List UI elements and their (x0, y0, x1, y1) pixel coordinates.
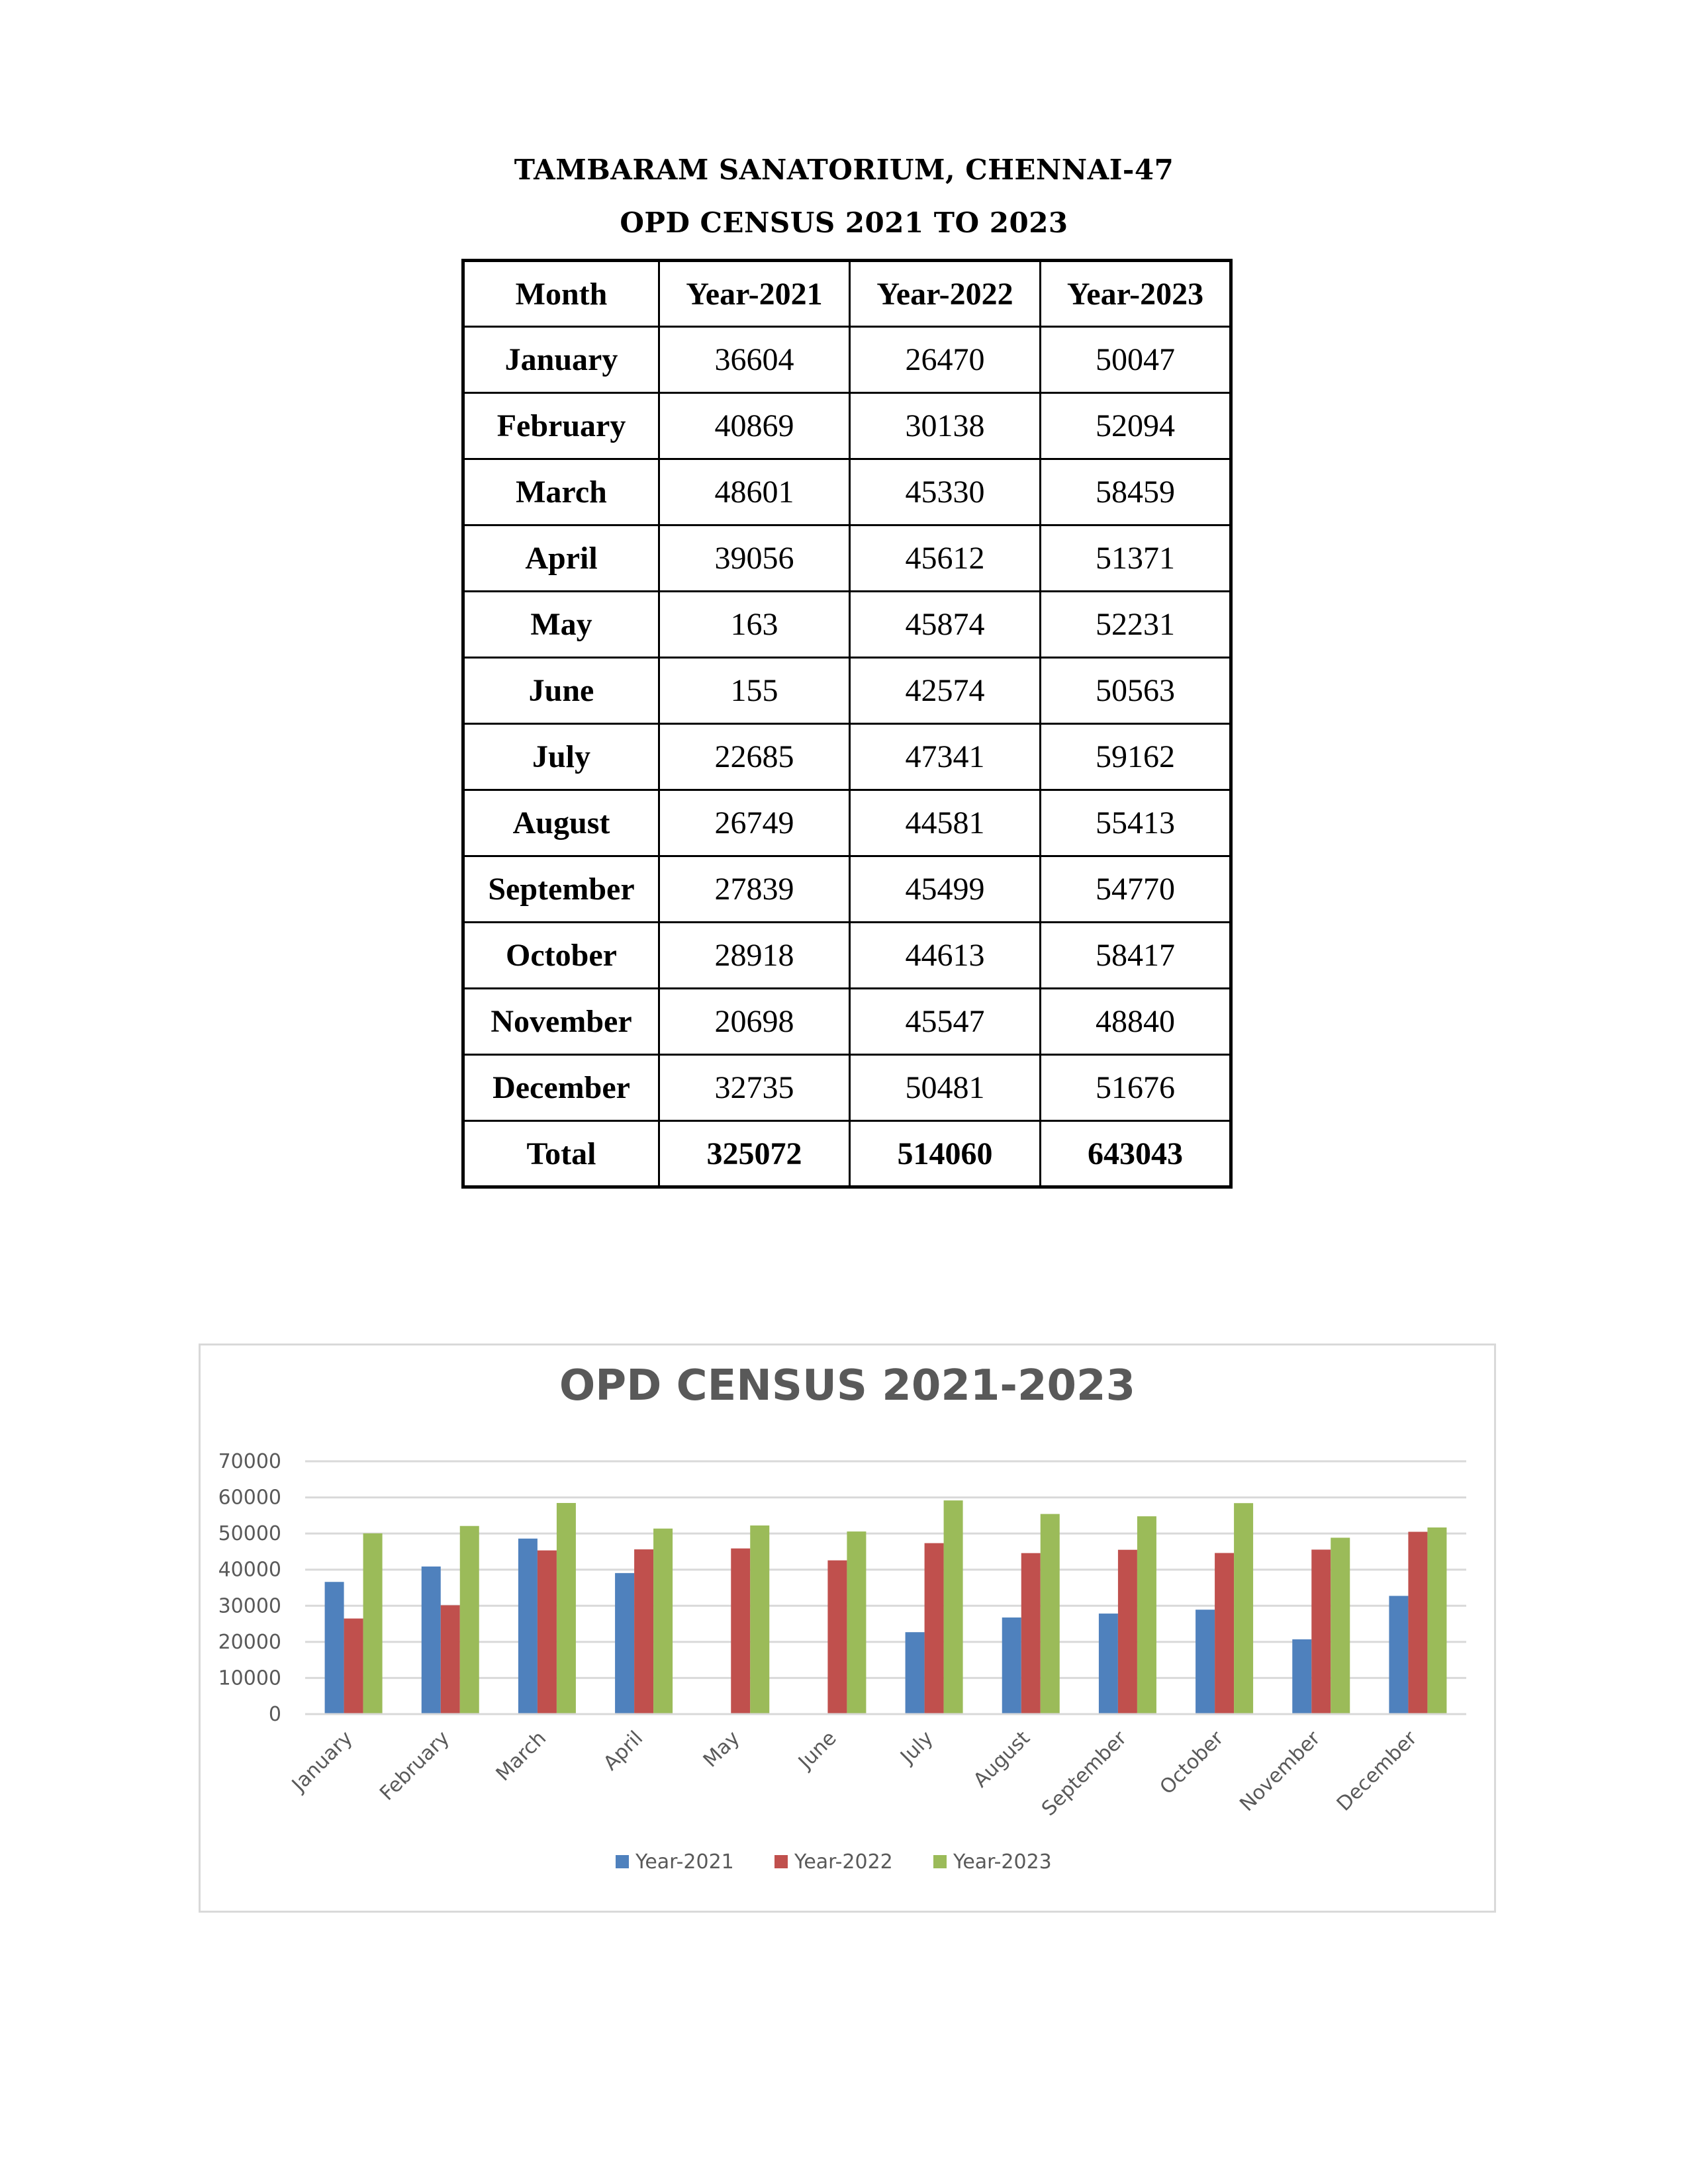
cell-2022: 50481 (850, 1055, 1041, 1121)
cell-2021: 26749 (659, 790, 850, 856)
table-row (463, 1055, 1231, 1121)
bar-year-2023 (460, 1526, 479, 1714)
cell-2022: 45612 (850, 525, 1041, 592)
x-tick-label: March (491, 1726, 551, 1786)
bar-year-2023 (653, 1529, 673, 1714)
cell-2022: 47341 (850, 724, 1041, 790)
cell-2023: 54770 (1041, 856, 1231, 923)
x-tick-label: June (794, 1726, 841, 1774)
y-tick-label: 0 (268, 1703, 281, 1726)
bar-year-2021 (906, 1632, 925, 1714)
cell-2023: 52231 (1041, 592, 1231, 658)
cell-2021: 32735 (659, 1055, 850, 1121)
bar-year-2022 (1021, 1553, 1041, 1714)
cell-month: February (463, 393, 659, 459)
header-year-2021: Year-2021 (659, 261, 850, 327)
table-row (463, 856, 1231, 923)
bar-year-2022 (441, 1606, 460, 1714)
total-2023: 643043 (1041, 1121, 1231, 1187)
cell-month: July (463, 724, 659, 790)
cell-month: June (463, 658, 659, 724)
y-tick-label: 20000 (218, 1630, 281, 1654)
bar-year-2023 (750, 1525, 769, 1714)
legend-label: Year-2022 (794, 1850, 893, 1874)
x-tick-label: July (896, 1726, 938, 1768)
cell-2023: 58459 (1041, 459, 1231, 525)
table-row (463, 923, 1231, 989)
table-row (463, 393, 1231, 459)
y-tick-label: 60000 (218, 1486, 281, 1510)
cell-2023: 55413 (1041, 790, 1231, 856)
bar-year-2023 (1041, 1514, 1060, 1714)
total-label: Total (463, 1121, 659, 1187)
bar-year-2022 (925, 1543, 944, 1714)
chart-title: OPD CENSUS 2021-2023 (559, 1361, 1136, 1410)
cell-2021: 163 (659, 592, 850, 658)
legend-label: Year-2023 (953, 1850, 1052, 1874)
cell-2022: 30138 (850, 393, 1041, 459)
cell-month: May (463, 592, 659, 658)
cell-month: August (463, 790, 659, 856)
cell-2023: 51371 (1041, 525, 1231, 592)
cell-2021: 40869 (659, 393, 850, 459)
table-total-row (463, 1121, 1231, 1187)
cell-2022: 44581 (850, 790, 1041, 856)
bar-year-2021 (1002, 1617, 1021, 1714)
total-2022: 514060 (850, 1121, 1041, 1187)
cell-2021: 20698 (659, 989, 850, 1055)
x-tick-label: October (1155, 1726, 1229, 1799)
cell-month: September (463, 856, 659, 923)
cell-2021: 39056 (659, 525, 850, 592)
bar-year-2023 (1427, 1527, 1446, 1714)
x-tick-label: December (1332, 1726, 1422, 1816)
bar-year-2023 (1234, 1503, 1253, 1714)
x-tick-label: May (698, 1726, 745, 1772)
table-row (463, 327, 1231, 393)
header-year-2022: Year-2022 (850, 261, 1041, 327)
bar-year-2021 (1099, 1614, 1118, 1714)
cell-2023: 48840 (1041, 989, 1231, 1055)
bar-year-2021 (325, 1582, 344, 1714)
legend-swatch (774, 1855, 788, 1868)
total-2021: 325072 (659, 1121, 850, 1187)
cell-month: December (463, 1055, 659, 1121)
x-tick-label: September (1037, 1726, 1132, 1821)
table-row (463, 592, 1231, 658)
cell-month: January (463, 327, 659, 393)
bar-year-2023 (944, 1500, 963, 1714)
cell-2023: 59162 (1041, 724, 1231, 790)
census-table (461, 259, 1233, 1189)
cell-month: November (463, 989, 659, 1055)
cell-2022: 45499 (850, 856, 1041, 923)
bar-chart (201, 1345, 1494, 1911)
x-tick-label: February (375, 1726, 454, 1805)
x-tick-label: April (598, 1726, 648, 1776)
cell-2022: 45330 (850, 459, 1041, 525)
bar-year-2022 (538, 1551, 557, 1714)
y-tick-label: 50000 (218, 1522, 281, 1546)
cell-2023: 51676 (1041, 1055, 1231, 1121)
cell-2023: 52094 (1041, 393, 1231, 459)
cell-month: April (463, 525, 659, 592)
bar-year-2021 (1292, 1639, 1311, 1714)
bar-year-2021 (518, 1539, 538, 1714)
bar-year-2022 (827, 1561, 847, 1714)
x-tick-label: January (287, 1726, 357, 1797)
bar-year-2023 (363, 1533, 383, 1714)
x-tick-label: August (968, 1726, 1035, 1792)
document-title: TAMBARAM SANATORIUM, CHENNAI-47 (514, 154, 1174, 186)
cell-2022: 26470 (850, 327, 1041, 393)
bar-year-2023 (847, 1531, 866, 1714)
table-row (463, 459, 1231, 525)
cell-2021: 27839 (659, 856, 850, 923)
header-month: Month (463, 261, 659, 327)
bar-year-2021 (1196, 1610, 1215, 1714)
cell-2023: 50047 (1041, 327, 1231, 393)
cell-2021: 155 (659, 658, 850, 724)
cell-month: October (463, 923, 659, 989)
y-tick-label: 30000 (218, 1594, 281, 1618)
cell-2022: 45547 (850, 989, 1041, 1055)
header-year-2023: Year-2023 (1041, 261, 1231, 327)
cell-2022: 44613 (850, 923, 1041, 989)
table-row (463, 989, 1231, 1055)
bar-year-2023 (1137, 1516, 1156, 1714)
y-tick-label: 70000 (218, 1450, 281, 1473)
cell-2022: 45874 (850, 592, 1041, 658)
bar-year-2021 (1389, 1596, 1408, 1714)
legend-swatch (933, 1855, 947, 1868)
bar-year-2022 (1118, 1550, 1137, 1714)
bar-year-2023 (1331, 1537, 1350, 1714)
cell-month: March (463, 459, 659, 525)
bar-year-2022 (731, 1549, 750, 1714)
cell-2023: 50563 (1041, 658, 1231, 724)
bar-year-2022 (1408, 1532, 1427, 1714)
table-row (463, 525, 1231, 592)
bar-year-2022 (1311, 1549, 1331, 1714)
table-row (463, 658, 1231, 724)
x-tick-label: November (1235, 1726, 1325, 1817)
bar-year-2022 (1215, 1553, 1234, 1714)
y-tick-label: 10000 (218, 1666, 281, 1690)
cell-2023: 58417 (1041, 923, 1231, 989)
table-header-row (463, 261, 1231, 327)
bar-year-2022 (634, 1549, 653, 1714)
cell-2021: 48601 (659, 459, 850, 525)
y-tick-label: 40000 (218, 1558, 281, 1582)
cell-2021: 22685 (659, 724, 850, 790)
bar-chart-container (199, 1343, 1496, 1913)
bar-year-2021 (422, 1567, 441, 1714)
table-row (463, 790, 1231, 856)
legend-label: Year-2021 (635, 1850, 734, 1874)
legend-swatch (616, 1855, 629, 1868)
bar-year-2023 (557, 1503, 576, 1714)
cell-2021: 36604 (659, 327, 850, 393)
document-subtitle: OPD CENSUS 2021 TO 2023 (620, 206, 1068, 239)
cell-2022: 42574 (850, 658, 1041, 724)
table-row (463, 724, 1231, 790)
bar-year-2021 (615, 1573, 634, 1714)
cell-2021: 28918 (659, 923, 850, 989)
bar-year-2022 (344, 1619, 363, 1714)
